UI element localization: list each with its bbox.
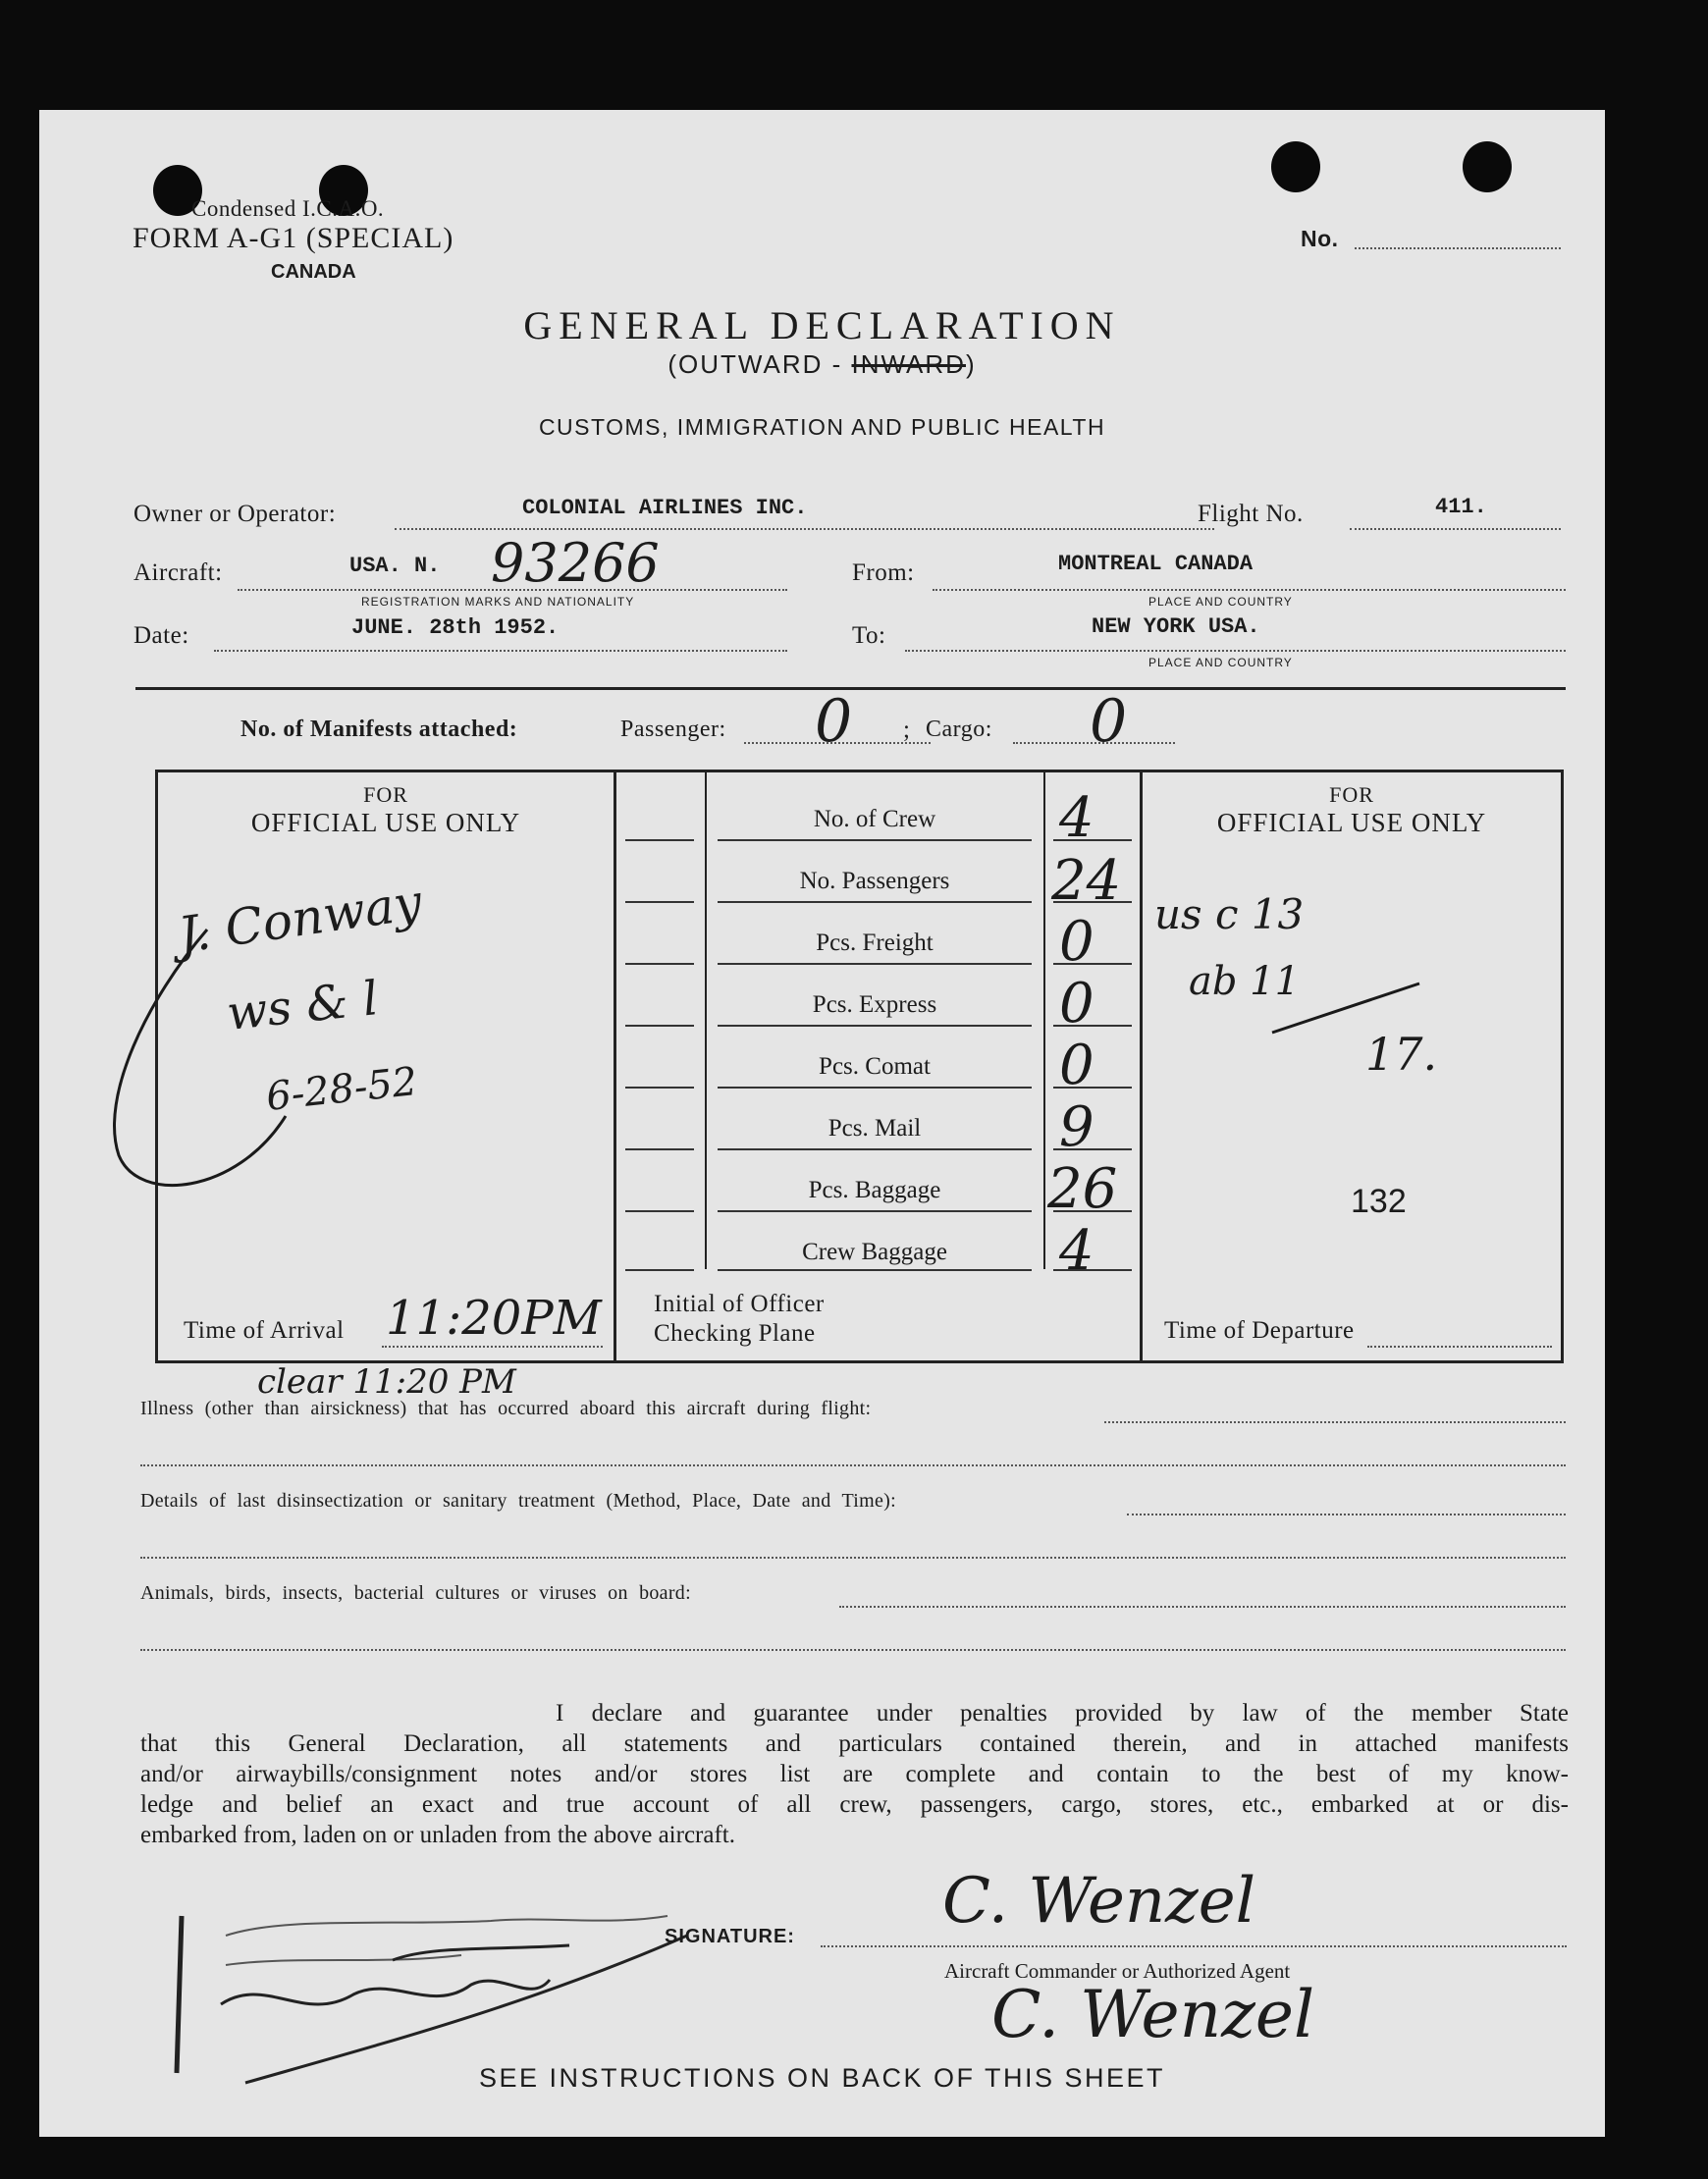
owner-value: COLONIAL AIRLINES INC.	[522, 496, 808, 520]
declaration-line-2: that this General Declaration, all statements and particulars contained therein, and in attached manifests	[140, 1730, 1569, 1757]
value-mail: 9	[1059, 1095, 1094, 1159]
disinsect-field-1[interactable]	[1127, 1514, 1566, 1515]
punch-hole	[1463, 141, 1512, 192]
time-departure-field[interactable]	[1367, 1346, 1552, 1348]
box-divider-left	[614, 772, 616, 1360]
from-value: MONTREAL CANADA	[1058, 552, 1254, 576]
direction-dash: -	[823, 349, 852, 379]
value-freight: 0	[1059, 910, 1094, 974]
time-arrival-field[interactable]	[382, 1346, 603, 1348]
initial-rule	[625, 1087, 694, 1089]
owner-label: Owner or Operator:	[133, 501, 337, 527]
direction-line	[39, 349, 1605, 380]
right-note-2: ab 11	[1189, 959, 1301, 1004]
initial-rule	[625, 839, 694, 841]
value-crew: 4	[1059, 786, 1094, 850]
place-caption-from: PLACE AND COUNTRY	[1148, 595, 1293, 609]
value-crew-baggage: 4	[1059, 1219, 1094, 1283]
value-comat: 0	[1059, 1034, 1094, 1097]
aircraft-typed: USA. N.	[349, 554, 441, 578]
box-divider-right	[1140, 772, 1143, 1360]
row-rule	[718, 1025, 1032, 1027]
direction-inward: INWARD	[851, 349, 966, 379]
declaration-form-sheet	[39, 110, 1605, 2137]
row-rule	[718, 1210, 1032, 1212]
value-passengers: 24	[1051, 849, 1122, 913]
declaration-line-1: I declare and guarantee under penalties provided by law of the member State	[556, 1700, 1569, 1727]
signature-caption: Aircraft Commander or Authorized Agent	[944, 1959, 1291, 1983]
owner-field-line[interactable]	[395, 528, 1214, 530]
official-use-box	[155, 770, 1564, 1363]
disinsect-label: Details of last disinsectization or sanitary treatment (Method, Place, Date and Time):	[140, 1490, 896, 1512]
row-rule	[718, 1148, 1032, 1150]
signature-2: C. Wenzel	[991, 1977, 1315, 2052]
left-note-officer: J. Conway	[175, 873, 426, 965]
passenger-manifest-value: 0	[815, 687, 853, 756]
left-note-flourish	[89, 920, 315, 1214]
left-official-label: OFFICIAL USE ONLY	[250, 808, 521, 837]
footer-instructions: SEE INSTRUCTIONS ON BACK OF THIS SHEET	[478, 2063, 1166, 2093]
initial-officer-label-2: Checking Plane	[654, 1320, 816, 1347]
to-field-line[interactable]	[905, 650, 1566, 652]
aircraft-label: Aircraft:	[133, 559, 223, 586]
flight-label: Flight No.	[1198, 501, 1304, 527]
disinsect-field-2[interactable]	[140, 1557, 1566, 1559]
aircraft-handwritten: 93266	[491, 532, 660, 594]
passenger-manifest-label: Passenger:	[620, 717, 726, 742]
left-margin-scribble	[137, 1877, 726, 2132]
right-note-3: 17.	[1365, 1028, 1438, 1081]
form-number: FORM A-G1 (SPECIAL)	[133, 222, 454, 254]
flight-value: 411.	[1435, 495, 1487, 519]
from-label: From:	[852, 559, 915, 586]
row-label-mail: Pcs. Mail	[827, 1115, 922, 1142]
from-field-line[interactable]	[933, 589, 1566, 591]
row-label-express: Pcs. Express	[812, 991, 937, 1018]
to-label: To:	[852, 622, 886, 649]
illness-field-2[interactable]	[140, 1464, 1566, 1466]
row-rule	[718, 1269, 1032, 1271]
initial-rule	[625, 901, 694, 903]
row-label-freight: Pcs. Freight	[816, 930, 934, 956]
illness-label: Illness (other than airsickness) that has occurred aboard this aircraft during flight:	[140, 1398, 872, 1419]
initial-rule	[625, 1269, 694, 1271]
to-value: NEW YORK USA.	[1092, 614, 1260, 639]
initial-rule	[625, 1025, 694, 1027]
signature-1: C. Wenzel	[942, 1865, 1256, 1938]
paren-close: )	[965, 349, 977, 379]
declaration-line-5: embarked from, laden on or unladen from the above aircraft.	[140, 1822, 735, 1848]
time-arrival-value: 11:20PM	[386, 1291, 602, 1346]
flight-field-line[interactable]	[1350, 528, 1561, 530]
row-rule	[718, 963, 1032, 965]
no-field[interactable]	[1355, 247, 1561, 249]
direction-outward: OUTWARD	[678, 349, 824, 379]
date-value: JUNE. 28th 1952.	[351, 615, 560, 640]
clearance-note: clear 11:20 PM	[257, 1362, 516, 1402]
manifests-label: No. of Manifests attached:	[240, 717, 518, 742]
value-baggage: 26	[1047, 1157, 1118, 1221]
illness-field-1[interactable]	[1104, 1421, 1566, 1423]
no-label: No.	[1301, 226, 1339, 251]
signature-label: SIGNATURE:	[665, 1926, 795, 1947]
time-departure-label: Time of Departure	[1164, 1317, 1355, 1344]
initial-rule	[625, 963, 694, 965]
declaration-text	[140, 1698, 1569, 1850]
row-label-comat: Pcs. Comat	[819, 1053, 931, 1080]
left-note-initials: ws & l	[224, 971, 381, 1041]
initial-rule	[625, 1148, 694, 1150]
row-label-baggage: Pcs. Baggage	[808, 1177, 941, 1203]
place-caption-to: PLACE AND COUNTRY	[1148, 656, 1293, 669]
animals-label: Animals, birds, insects, bacterial cultures or viruses on board:	[140, 1582, 691, 1604]
row-label-crew-baggage: Crew Baggage	[802, 1239, 947, 1265]
box-divider-inner-left	[705, 772, 707, 1269]
animals-field-1[interactable]	[839, 1606, 1566, 1608]
left-note-date: 6-28-52	[264, 1059, 420, 1120]
row-rule	[718, 1087, 1032, 1089]
date-field-line[interactable]	[214, 650, 787, 652]
animals-field-2[interactable]	[140, 1649, 1566, 1651]
signature-field[interactable]	[821, 1945, 1567, 1947]
cargo-manifest-label: Cargo:	[926, 717, 992, 742]
form-condensed-label: Condensed I.C.A.O.	[191, 196, 385, 221]
manifest-separator: ;	[903, 717, 911, 743]
registration-caption: REGISTRATION MARKS AND NATIONALITY	[361, 595, 635, 609]
right-stamp-number: 132	[1351, 1183, 1407, 1220]
date-label: Date:	[133, 622, 189, 649]
declaration-line-3: and/or airwaybills/consignment notes and/or stores list are complete and contain to the best of my know-	[140, 1761, 1569, 1787]
form-country: CANADA	[271, 261, 356, 283]
paren-open: (	[667, 349, 679, 379]
declaration-line-4: ledge and belief an exact and true account of all crew, passengers, cargo, stores, etc., embarked at or dis-	[140, 1791, 1569, 1818]
cargo-manifest-value: 0	[1090, 687, 1128, 756]
document-title: GENERAL DECLARATION	[523, 303, 1121, 347]
row-rule	[718, 901, 1032, 903]
row-label-crew: No. of Crew	[813, 806, 936, 832]
value-express: 0	[1059, 972, 1094, 1036]
initial-officer-label-1: Initial of Officer	[654, 1291, 825, 1317]
time-arrival-label: Time of Arrival	[184, 1317, 345, 1344]
right-official-label: OFFICIAL USE ONLY	[1216, 808, 1487, 837]
row-label-passengers: No. Passengers	[799, 868, 950, 894]
initial-rule	[625, 1210, 694, 1212]
document-subtitle: CUSTOMS, IMMIGRATION AND PUBLIC HEALTH	[538, 414, 1106, 440]
right-note-1: us c 13	[1154, 890, 1305, 938]
left-for-label: FOR	[363, 782, 408, 807]
right-for-label: FOR	[1329, 782, 1374, 807]
row-rule	[718, 839, 1032, 841]
punch-hole	[1271, 141, 1320, 192]
box-divider-inner-right	[1043, 772, 1045, 1269]
